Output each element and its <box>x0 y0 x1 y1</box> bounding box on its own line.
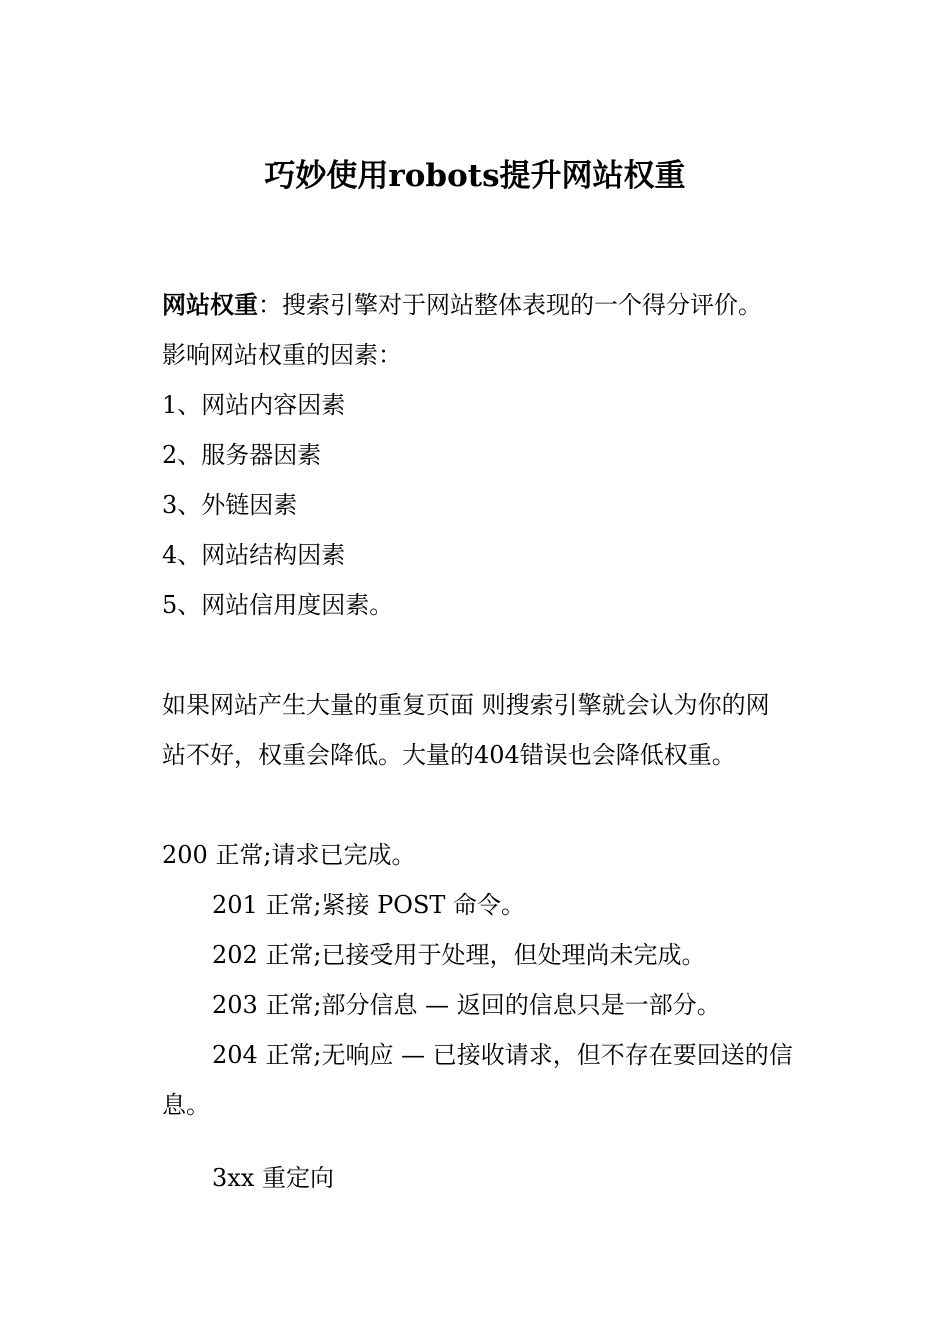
factor-item: 2、服务器因素 <box>162 441 322 469</box>
paragraph-line: 如果网站产生大量的重复页面 则搜索引擎就会认为你的网 <box>162 691 770 719</box>
factor-item: 5、网站信用度因素。 <box>162 591 394 619</box>
factors-heading: 影响网站权重的因素： <box>162 341 402 369</box>
definition-text: ：搜索引擎对于网站整体表现的一个得分评价。 <box>258 291 762 319</box>
status-code-203: 203 正常;部分信息 — 返回的信息只是一部分。 <box>212 991 721 1019</box>
status-code-201: 201 正常;紧接 POST 命令。 <box>212 891 526 919</box>
paragraph-line: 站不好，权重会降低。大量的404错误也会降低权重。 <box>162 741 736 769</box>
definition-line <box>162 290 762 320</box>
factor-item: 4、网站结构因素 <box>162 541 346 569</box>
status-code-202: 202 正常;已接受用于处理，但处理尚未完成。 <box>212 941 706 969</box>
factor-item: 1、网站内容因素 <box>162 391 346 419</box>
document-title: 巧妙使用robots提升网站权重 <box>264 158 686 194</box>
status-code-3xx: 3xx 重定向 <box>212 1164 334 1192</box>
definition-term: 网站权重 <box>162 290 258 319</box>
factor-item: 3、外链因素 <box>162 491 298 519</box>
status-code-200: 200 正常;请求已完成。 <box>162 841 416 869</box>
status-code-204: 204 正常;无响应 — 已接收请求，但不存在要回送的信 <box>212 1041 793 1069</box>
status-code-204-continued: 息。 <box>162 1091 210 1119</box>
